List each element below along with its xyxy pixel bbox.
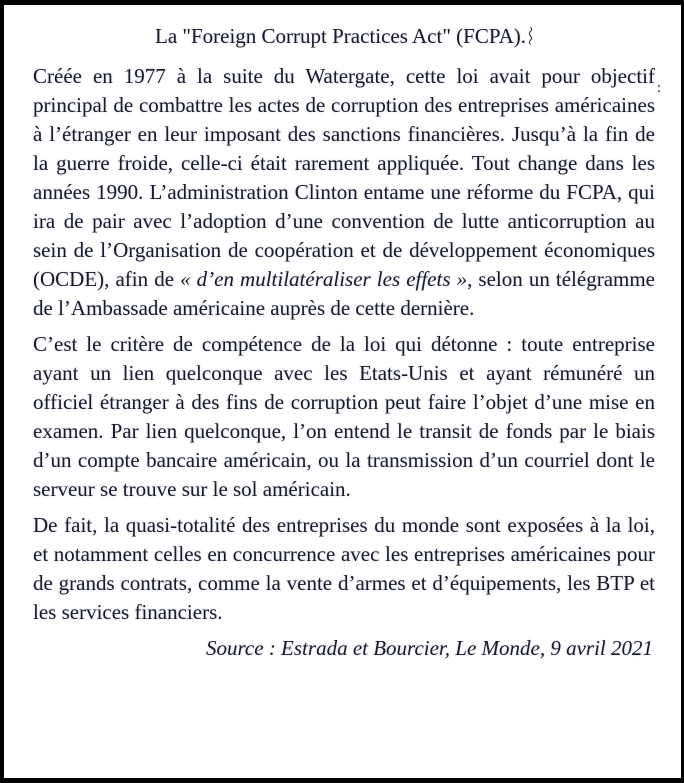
paragraph-text: Créée en 1977 à la suite du Watergate, cette loi avait pour objectif principal de combattre les actes de corruption des entreprises américaines à l’étranger en leur imposant des sanctions financières. Jusqu’à la fin de la guerre froide, celle-ci était rarement appliquée. Tout change dans les années 1990. L’administration Clinton entame une réforme du FCPA, qui ira de pair avec l’adoption d’une convention de lutte anticorruption au sein de l’Organisation de coopération et de développement économiques (OCDE), afin de: [33, 64, 655, 291]
paragraphs: [33, 62, 655, 627]
paragraph-text: , selon un télégramme de l’Ambassade américaine auprès de cette dernière.: [33, 267, 656, 320]
paragraph: [33, 62, 655, 323]
document-title-line: [33, 22, 655, 53]
document-title: La "Foreign Corrupt Practices Act" (FCPA).: [155, 24, 526, 48]
paragraph: [33, 511, 655, 627]
paragraph: [33, 330, 655, 504]
margin-edit-mark: :: [656, 80, 661, 96]
text-cursor-squiggle-icon: [528, 24, 533, 53]
source-line: Source : Estrada et Bourcier, Le Monde, 9 avril 2021: [206, 636, 653, 660]
paragraph-text: De fait, la quasi-totalité des entreprises du monde sont exposées à la loi, et notamment celles en concurrence avec les entreprises américaines pour de grands contrats, comme la vente d’armes et d’équipements, les BTP et les services financiers.: [33, 513, 655, 624]
paragraph-text: C’est le critère de compétence de la loi qui détonne : toute entreprise ayant un lien quelconque avec les Etats-Unis et ayant rémunéré un officiel étranger à des fins de corruption peut faire l’objet d’une mise en examen. Par lien quelconque, l’on entend le transit de fonds par le biais d’un compte bancaire américain, ou la transmission d’un courriel dont le serveur se trouve sur le sol américain.: [33, 332, 655, 501]
quoted-italic-text: « d’en multilatéraliser les effets »: [180, 267, 468, 291]
